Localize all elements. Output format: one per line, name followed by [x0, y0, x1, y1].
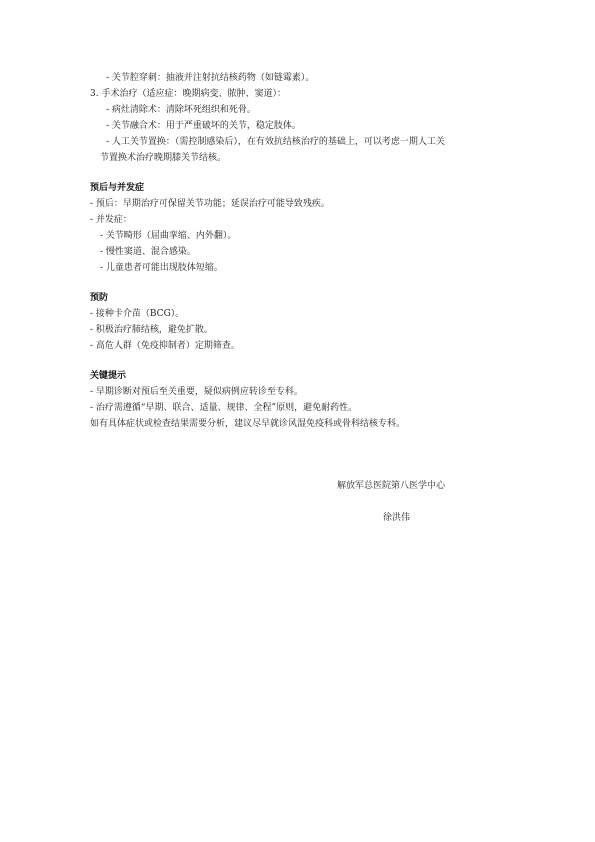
signature-name: 徐洪伟: [383, 513, 411, 523]
complication-deformity: - 关节畸形（屈曲挛缩、内外翻）。: [100, 231, 237, 241]
treatment-surgery: 3. 手术治疗（适应症：晚期病变、脓肿、窦道）：: [90, 89, 286, 99]
prevention-treat-tb: - 积极治疗肺结核，避免扩散。: [90, 325, 213, 335]
complications-label: - 并发症：: [90, 215, 132, 225]
treatment-arthrodesis: - 关节融合术：用于严重破坏的关节，稳定肢体。: [106, 121, 301, 131]
key-tip-early-diagnosis: - 早期诊断对预后至关重要，疑似病例应转诊至专科。: [90, 387, 303, 397]
treatment-joint-aspiration: - 关节腔穿刺：抽液并注射抗结核药物（如链霉素）。: [106, 73, 315, 83]
prevention-heading: 预防: [90, 293, 109, 303]
treatment-arthroplasty-cont: 节置换术治疗晚期膝关节结核。: [100, 153, 227, 163]
complication-sinus: - 慢性窦道、混合感染。: [100, 247, 196, 257]
treatment-debridement: - 病灶清除术：清除坏死组织和死骨。: [106, 105, 256, 115]
signature-institution: 解放军总医院第八医学中心: [337, 481, 446, 491]
treatment-arthroplasty: - 人工关节置换：（需控制感染后），在有效抗结核治疗的基础上，可以考虑一期人工关: [106, 137, 445, 147]
key-tips-heading: 关键提示: [90, 371, 127, 381]
prevention-screening: - 高危人群（免疫抑制者）定期筛查。: [90, 341, 240, 351]
prevention-bcg: - 接种卡介苗（BCG）。: [90, 309, 185, 319]
complication-shortening: - 儿童患者可能出现肢体短缩。: [100, 263, 223, 273]
key-tip-referral: 如有具体症状或检查结果需要分析，建议尽早就诊风湿免疫科或骨科结核专科。: [90, 419, 406, 429]
prognosis-heading: 预后与并发症: [90, 183, 145, 193]
key-tip-treatment-principle: - 治疗需遵循“早期、联合、适量、规律、全程”原则，避免耐药性。: [90, 403, 358, 413]
prognosis-item: - 预后：早期治疗可保留关节功能；延误治疗可能导致残疾。: [90, 199, 330, 209]
